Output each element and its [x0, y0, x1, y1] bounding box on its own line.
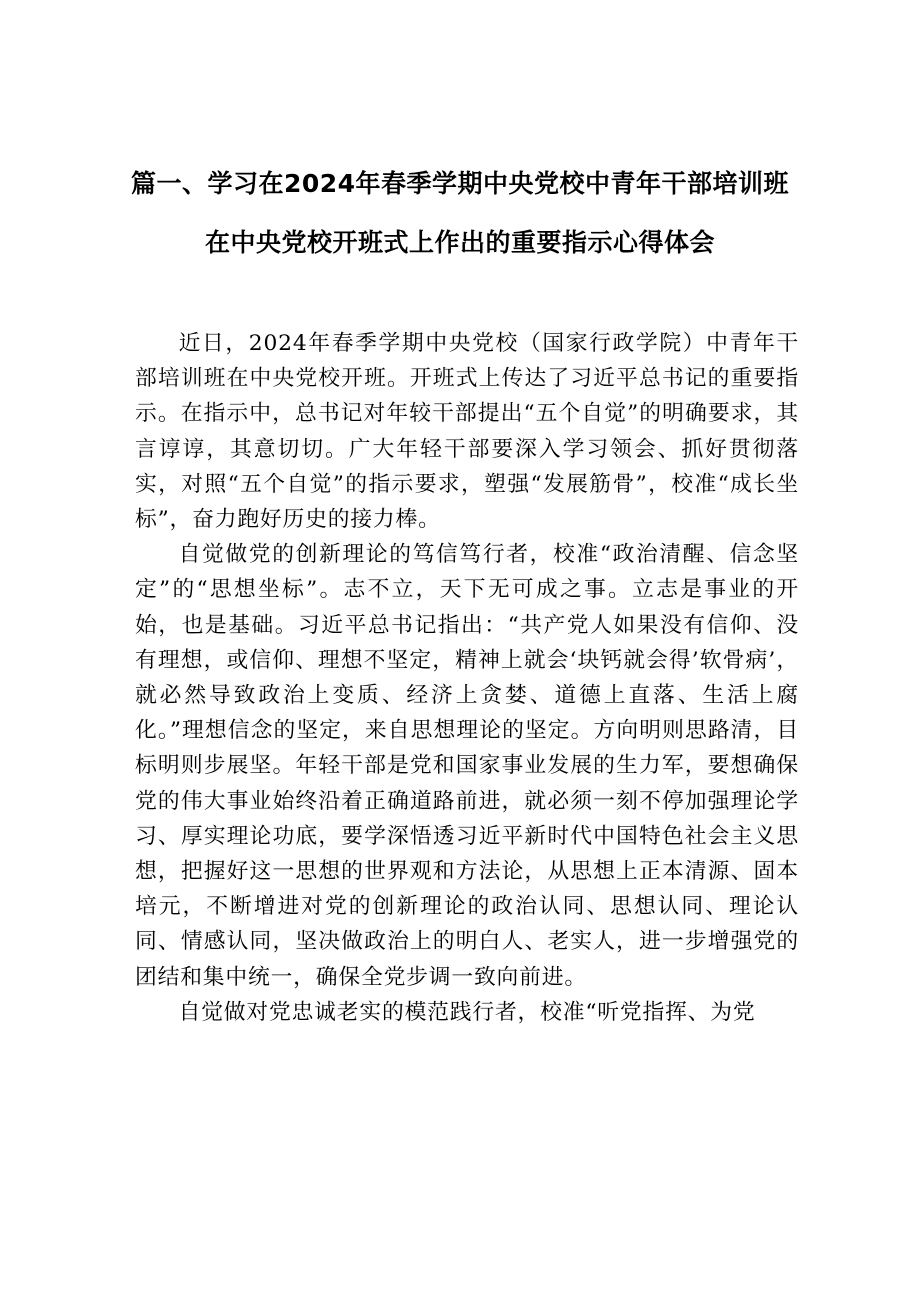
document-body [135, 326, 799, 1030]
document-title-line-2: 在中央党校开班式上作出的重要指示心得体会 [204, 228, 715, 257]
document-title-line-1: 篇一、学习在2024年春季学期中央党校中青年干部培训班 [130, 169, 790, 198]
paragraph-1: 近日，2024年春季学期中央党校（国家行政学院）中青年干部培训班在中央党校开班。开班式上传达了习近平总书记的重要指示。在指示中，总书记对年较干部提出“五个自觉”的明确要求，其言谆谆，其意切切。广大年轻干部要深入学习领会、抓好贯彻落实，对照“五个自觉”的指示要求，塑强“发展筋骨”，校准“成长坐标”，奋力跑好历史的接力棒。 [135, 331, 799, 533]
paragraph-2: 自觉做党的创新理论的笃信笃行者，校准“政治清醒、信念坚定”的“思想坐标”。志不立，天下无可成之事。立志是事业的开始，也是基础。习近平总书记指出：“共产党人如果没有信仰、没有理想，或信仰、理想不坚定，精神上就会‘块钙就会得’软骨病’，就必然导致政治上变质、经济上贪婪、道德上直落、生活上腐化。”理想信念的坚定，来自思想理论的坚定。方向明则思路清，目标明则步展坚。年轻干部是党和国家事业发展的生力军，要想确保党的伟大事业始终沿着正确道路前进，就必须一刻不停加强理论学习、厚实理论功底，要学深悟透习近平新时代中国特色社会主义思想，把握好这一思想的世界观和方法论，从思想上正本清源、固本培元，不断增进对党的创新理论的政治认同、思想认同、理论认同、情感认同，坚决做政治上的明白人、老实人，进一步增强党的团结和集中统一，确保全党步调一致向前进。 [135, 542, 799, 990]
paragraph-3: 自觉做对党忠诚老实的模范践行者，校准“听党指挥、为党 [178, 999, 756, 1025]
